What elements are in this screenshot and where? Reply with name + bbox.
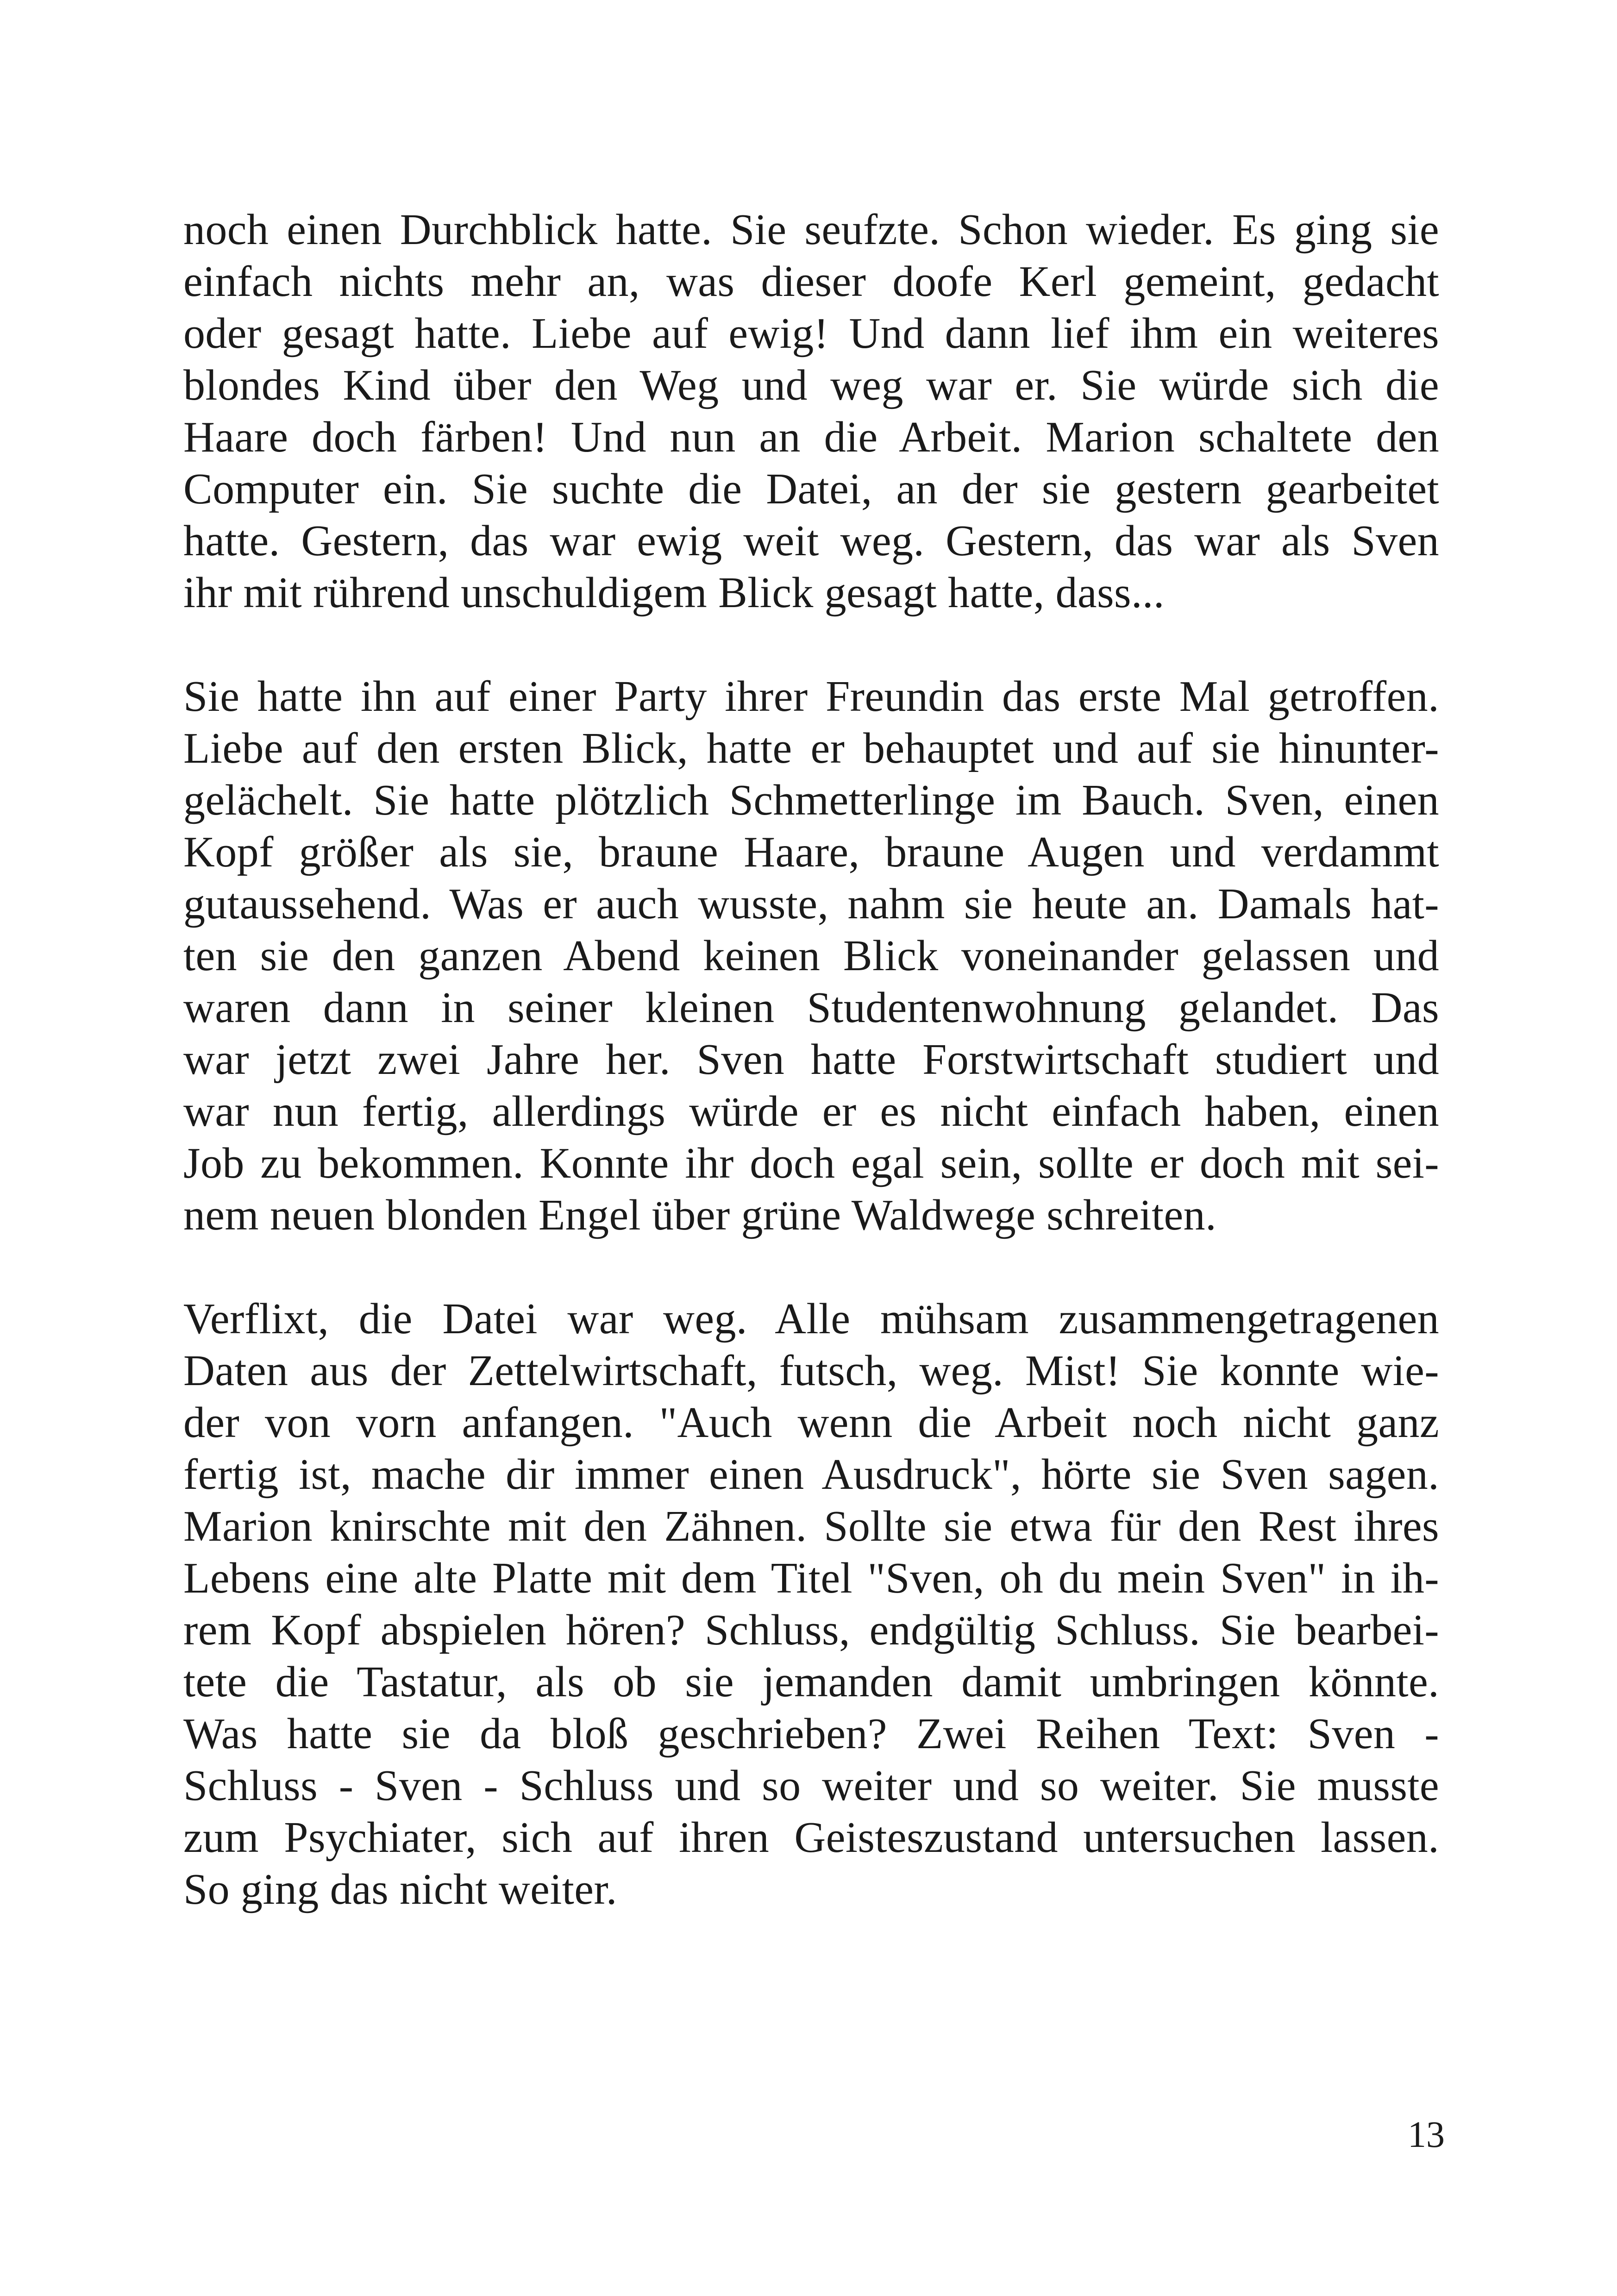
paragraph (183, 671, 1439, 1241)
text-line: gelächelt. Sie hatte plötzlich Schmetterlinge im Bauch. Sven, einen (183, 776, 1439, 824)
text-line: blondes Kind über den Weg und weg war er. Sie würde sich die (183, 361, 1439, 409)
text-line: waren dann in seiner kleinen Studentenwohnung gelandet. Das (183, 984, 1439, 1032)
page-number: 13 (1408, 2114, 1445, 2155)
text-line: Was hatte sie da bloß geschrieben? Zwei Reihen Text: Sven - (183, 1710, 1439, 1758)
text-line: zum Psychiater, sich auf ihren Geisteszustand untersuchen lassen. (183, 1813, 1439, 1862)
text-line: ten sie den ganzen Abend keinen Blick voneinander gelassen und (183, 932, 1439, 980)
text-line: Liebe auf den ersten Blick, hatte er behauptet und auf sie hinunter- (183, 724, 1439, 772)
text-line: ihr mit rührend unschuldigem Blick gesagt hatte, dass... (183, 569, 1165, 617)
text-line: Kopf größer als sie, braune Haare, braune Augen und verdammt (183, 828, 1439, 876)
text-line: Computer ein. Sie suchte die Datei, an der sie gestern gearbeitet (183, 465, 1439, 513)
paragraph (183, 204, 1439, 619)
text-line: hatte. Gestern, das war ewig weit weg. Gestern, das war als Sven (183, 517, 1439, 565)
text-line: Verflixt, die Datei war weg. Alle mühsam zusammengetragenen (183, 1295, 1439, 1343)
paragraph (183, 1293, 1439, 1915)
text-line: Marion knirschte mit den Zähnen. Sollte sie etwa für den Rest ihres (183, 1502, 1439, 1550)
text-line: Job zu bekommen. Konnte ihr doch egal sein, sollte er doch mit sei- (183, 1139, 1439, 1187)
text-line: oder gesagt hatte. Liebe auf ewig! Und dann lief ihm ein weiteres (183, 309, 1439, 358)
text-line: tete die Tastatur, als ob sie jemanden damit umbringen könnte. (183, 1658, 1439, 1706)
text-line: gutaussehend. Was er auch wusste, nahm sie heute an. Damals hat- (183, 880, 1439, 928)
text-line: fertig ist, mache dir immer einen Ausdruck", hörte sie Sven sagen. (183, 1450, 1439, 1499)
text-line: Sie hatte ihn auf einer Party ihrer Freundin das erste Mal getroffen. (183, 672, 1439, 721)
text-line: So ging das nicht weiter. (183, 1865, 617, 1913)
text-line: Lebens eine alte Platte mit dem Titel "Sven, oh du mein Sven" in ih- (183, 1554, 1439, 1602)
text-line: einfach nichts mehr an, was dieser doofe Kerl gemeint, gedacht (183, 257, 1439, 306)
text-line: Schluss - Sven - Schluss und so weiter und so weiter. Sie musste (183, 1762, 1439, 1810)
text-line: nem neuen blonden Engel über grüne Waldwege schreiten. (183, 1191, 1216, 1239)
paragraph-gap (183, 619, 1439, 671)
text-line: war jetzt zwei Jahre her. Sven hatte Forstwirtschaft studiert und (183, 1035, 1439, 1084)
text-line: der von vorn anfangen. "Auch wenn die Arbeit noch nicht ganz (183, 1399, 1439, 1447)
paragraph-gap (183, 1241, 1439, 1293)
text-line: rem Kopf abspielen hören? Schluss, endgültig Schluss. Sie bearbei- (183, 1606, 1439, 1654)
text-line: Daten aus der Zettelwirtschaft, futsch, weg. Mist! Sie konnte wie- (183, 1347, 1439, 1395)
text-line: noch einen Durchblick hatte. Sie seufzte. Schon wieder. Es ging sie (183, 206, 1439, 254)
body-text (183, 204, 1439, 1915)
text-line: war nun fertig, allerdings würde er es nicht einfach haben, einen (183, 1087, 1439, 1135)
text-line: Haare doch färben! Und nun an die Arbeit. Marion schaltete den (183, 413, 1439, 461)
